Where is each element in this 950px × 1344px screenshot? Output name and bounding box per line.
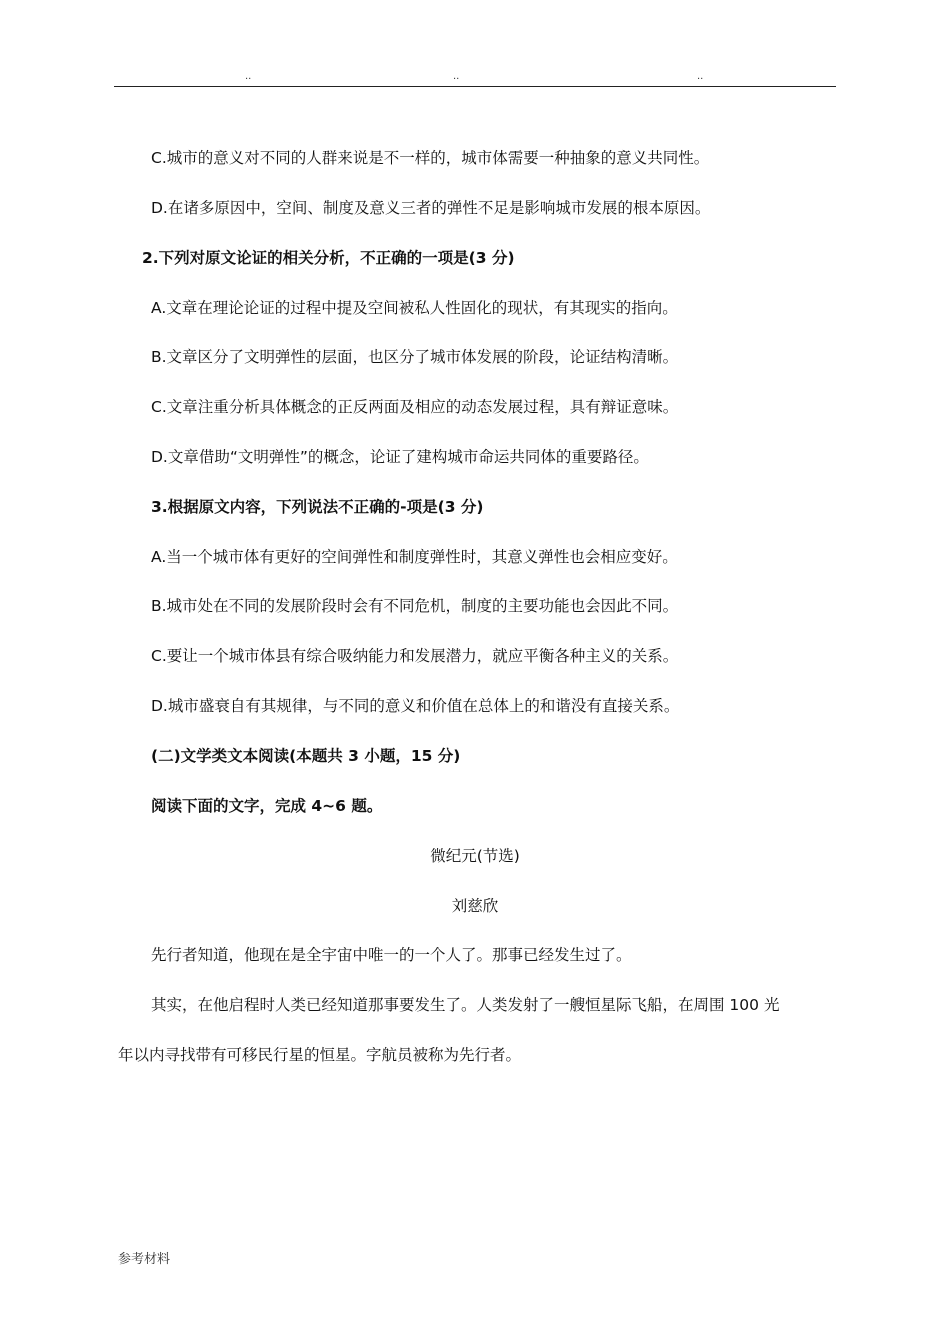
story-paragraph-continued: 年以内寻找带有可移民行星的恒星。字航员被称为先行者。 [118,1046,522,1064]
option-text: D.文章借助“文明弹性”的概念，论证了建构城市命运共同体的重要路径。 [151,448,649,466]
instruction-text: 阅读下面的文字，完成 4~6 题。 [151,797,383,815]
story-title: 微纪元(节选) [430,847,520,865]
header-mark: .. [245,71,252,82]
option-text: A.当一个城市体有更好的空间弹性和制度弹性时，其意义弹性也会相应变好。 [151,548,678,566]
header-mark: .. [453,71,460,82]
story-author: 刘慈欣 [451,897,499,915]
option-text: C.文章注重分析具体概念的正反两面及相应的动态发展过程，具有辩证意味。 [151,398,679,416]
section-heading: (二)文学类文本阅读(本题共 3 小题，15 分) [151,747,461,765]
option-text: A.文章在理论论证的过程中提及空间被私人性固化的现状，有其现实的指向。 [151,299,678,317]
option-text: D.城市盛衰自有其规律，与不同的意义和价值在总体上的和谐没有直接关系。 [151,697,680,715]
option-text: C.城市的意义对不同的人群来说是不一样的，城市体需要一种抽象的意义共同性。 [151,149,710,167]
header-rule [114,86,836,87]
story-paragraph: 先行者知道，他现在是全宇宙中唯一的一个人了。那事已经发生过了。 [151,946,632,964]
question-title: 3.根据原文内容，下列说法不正确的-项是(3 分) [151,498,484,516]
header-mark: .. [697,71,704,82]
question-title: 2.下列对原文论证的相关分析，不正确的一项是(3 分) [142,249,515,267]
page-header [114,72,836,88]
footer-text: 参考材料 [118,1252,171,1267]
option-text: B.文章区分了文明弹性的层面，也区分了城市体发展的阶段，论证结构清晰。 [151,348,679,366]
story-paragraph: 其实，在他启程时人类已经知道那事要发生了。人类发射了一艘恒星际飞船，在周围 100 光 [151,996,780,1014]
option-text: D.在诸多原因中，空间、制度及意义三者的弹性不足是影响城市发展的根本原因。 [151,199,711,217]
option-text: C.要让一个城市体县有综合吸纳能力和发展潜力，就应平衡各种主义的关系。 [151,647,679,665]
option-text: B.城市处在不同的发展阶段时会有不同危机，制度的主要功能也会因此不同。 [151,597,679,615]
